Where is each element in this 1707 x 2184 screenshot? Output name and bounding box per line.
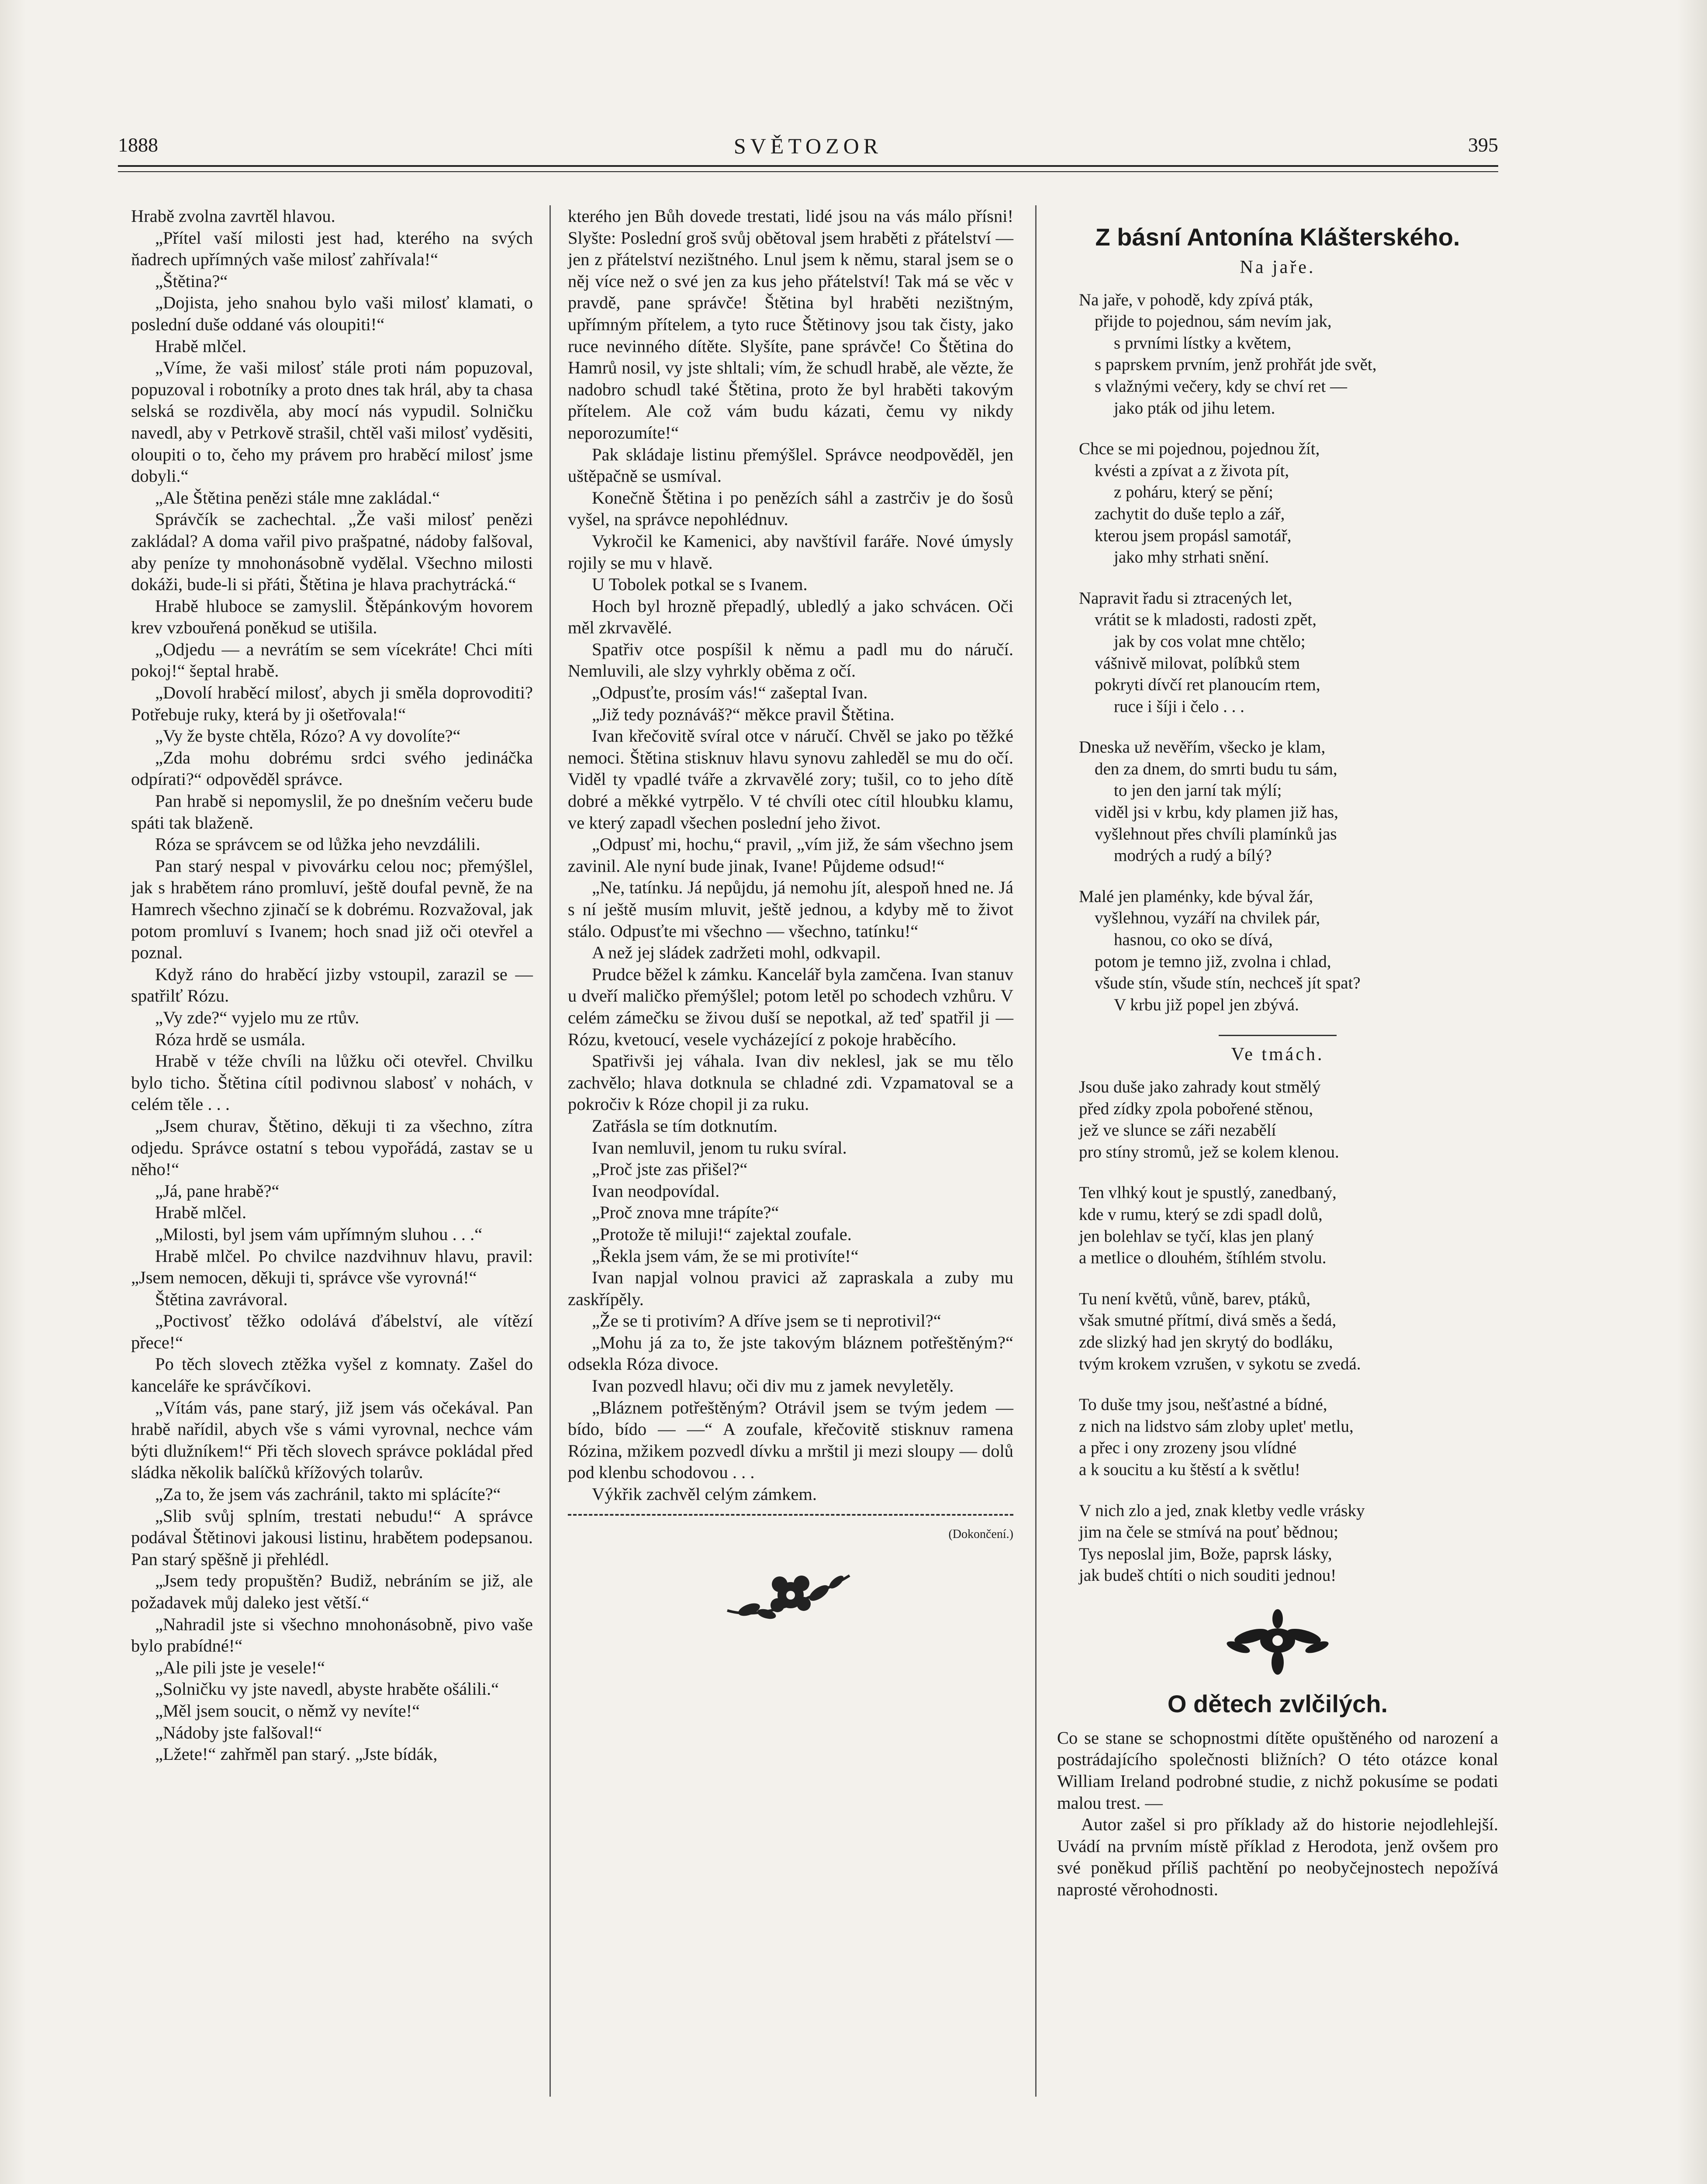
paragraph: Ivan křečovitě svíral otce v náručí. Chvěl se jako po těžké nemoci. Štětina stisknuv hlavu synovu zahleděl se mu do očí. Viděl ty vpadlé tváře a zkrvavělé zory; tušil, co to jeho dítě dobré a měkké vytrpělo. V té chvíli otec cítil hloubku klamu, ve který zapadl všechen poslední jeho život. (568, 726, 1013, 833)
stanza (1079, 587, 1498, 718)
poem-line: Na jaře, v pohodě, kdy zpívá pták, (1079, 290, 1313, 309)
poem-line: Chce se mi pojednou, pojednou žít, (1079, 439, 1320, 459)
header-rule-thin (118, 171, 1498, 172)
paragraph: Vykročil ke Kamenici, aby navštívil faráře. Nové úmysly rojily se mu v hlavě. (568, 531, 1013, 573)
paragraph: „Milosti, byl jsem vám upřímným sluhou . . .“ (155, 1224, 483, 1244)
header-year: 1888 (118, 134, 158, 156)
poem-line: potom je temno již, zvolna i chlad, (1095, 952, 1331, 971)
stanza (1079, 1076, 1498, 1163)
poem-line: před zídky zpola pobořené stěnou, (1079, 1099, 1313, 1118)
paragraph: Ivan napjal volnou pravici až zapraskala a zuby mu zaskřípěly. (568, 1268, 1013, 1309)
stanza (1079, 886, 1498, 1016)
poem-line: vyšlehnout přes chvíli plamínků jas (1095, 824, 1337, 843)
poem-line: z poháru, který se pění; (1114, 483, 1273, 502)
paragraph: „Lžete!“ zahřměl pan starý. „Jste bídák, (155, 1744, 438, 1764)
stanza (1079, 736, 1498, 867)
paragraph: Ivan nemluvil, jenom tu ruku svíral. (592, 1137, 847, 1158)
paragraph: Štětina zavrávoral. (155, 1289, 288, 1309)
paragraph: Pan starý nespal v pivovárku celou noc; přemýšlel, jak s hrabětem ráno promluví, ještě doufal pevně, že na Hamrech všechno zjinačí se k dobrému. Rozvažoval, jak potom promluví s Ivanem; hoch snad již oči otevřel a poznal. (131, 856, 533, 963)
paragraph: „Zda mohu dobrému srdci svého jedináčka odpírati?“ odpověděl správce. (131, 747, 533, 789)
poem-line: všude stín, všude stín, nechceš jít spat? (1095, 974, 1361, 993)
poem-line: vyšlehnou, vyzáří na chvilek pár, (1095, 909, 1320, 928)
poem-line: kde v rumu, který se zdi spadl dolů, (1079, 1205, 1323, 1224)
paragraph: „Nádoby jste falšoval!“ (155, 1722, 322, 1742)
paragraph: „Odpusťte, prosím vás!“ zašeptal Ivan. (592, 683, 868, 703)
paragraph: Spatřiv otce pospíšil k němu a padl mu do náručí. Nemluvili, ale slzy vyhrkly oběma z očí. (568, 639, 1013, 681)
paragraph: „Solničku vy jste navedl, abyste hraběte ošálili.“ (155, 1679, 499, 1699)
page-header (118, 133, 1498, 168)
paragraph: U Tobolek potkal se s Ivanem. (592, 574, 808, 594)
paragraph: „Vy zde?“ vyjelo mu ze rtův. (155, 1007, 359, 1027)
poem-line: vášnivě milovat, políbků stem (1095, 653, 1300, 673)
paragraph: Správčík se zachechtal. „Že vaši milosť penězi zakládal? A doma vařil pivo prašpatné, nádoby falšoval, aby peníze ty mnohonásobně vydělal. Všechno milosti dokáži, bude-li si přáti, Štětina je hlava prachytrácká.“ (131, 509, 533, 594)
poem-line: pro stíny stromů, jež se kolem klenou. (1079, 1142, 1339, 1161)
stanza (1079, 289, 1498, 419)
paragraph: „Řekla jsem vám, že se mi protivíte!“ (592, 1246, 859, 1266)
article-title: O dětech zvlčilých. (1167, 1690, 1388, 1717)
paragraph: „Měl jsem soucit, o němž vy nevíte!“ (155, 1700, 420, 1721)
poem-line: kvésti a zpívat a z života pít, (1095, 461, 1289, 480)
poem-line: jako pták od jihu letem. (1114, 398, 1275, 418)
poem-line: to jen den jarní tak mýlí; (1114, 781, 1282, 800)
poem-line: a přec i ony zrozeny jsou vlídné (1079, 1438, 1297, 1458)
paragraph: Ivan neodpovídal. (592, 1181, 720, 1201)
paragraph: „Poctivosť těžko odolává ďábelství, ale vítězí přece!“ (131, 1311, 533, 1352)
paragraph: „Dojista, jeho snahou bylo vaši milosť klamati, o poslední duše oddané vás oloupiti!“ (131, 293, 533, 334)
poem-line: jen bolehlav se tyčí, klas jen planý (1079, 1227, 1314, 1246)
poem-line: z nich na lidstvo sám zloby uplet' metlu, (1079, 1417, 1354, 1436)
story-continuation (568, 205, 1013, 1505)
paragraph: „Víme, že vaši milosť stále proti nám popuzoval, popuzoval i robotníky a proto dnes tak hrál, aby ta chasa selská se rozdivěla, aby mocí nás vypudil. Solničku navedl, aby v Petrkově strašil, chtěl vaši milosť vyděsiti, oloupiti o to, čeho my právem pro hraběcí milosť jsme dobyli.“ (131, 358, 533, 486)
poem-line: modrých a rudý a bílý? (1114, 846, 1272, 865)
text-column-3 (1057, 205, 1498, 1901)
paragraph: Hrabě mlčel. (155, 1203, 247, 1223)
paragraph: „Jsem churav, Štětino, děkuji ti za všechno, zítra odjedu. Správce ostatní s tebou vypořádá, zastav se u něho!“ (131, 1116, 533, 1179)
stanza (1079, 438, 1498, 568)
paragraph: Prudce běžel k zámku. Kancelář byla zamčena. Ivan stanuv u dveří maličko přemýšlel; potom letěl po schodech vzhůru. V celém zámečku se živou duší se nepotkal, až teď spatřil ji — Rózu, kvetoucí, vesele vycházející z pokoje hraběcího. (568, 964, 1013, 1049)
column-separator (549, 205, 551, 2097)
paragraph: „Štětina?“ (155, 271, 228, 291)
poem-line: V nich zlo a jed, znak kletby vedle vrásky (1079, 1501, 1365, 1520)
stanza (1079, 1288, 1498, 1375)
paragraph: Když ráno do hraběcí jizby vstoupil, zarazil se — spatřilť Rózu. (131, 964, 533, 1006)
paragraph: Konečně Štětina i po penězích sáhl a zastrčiv je do šosů vyšel, na správce nepohlédnuv. (568, 487, 1013, 529)
poem-title-ve-tmach: Ve tmách. (1231, 1044, 1324, 1065)
poem-line: Tys neposlal jim, Bože, paprsk lásky, (1079, 1544, 1332, 1563)
poem-line: přijde to pojednou, sám nevím jak, (1095, 312, 1332, 331)
paragraph: „Odjedu — a nevrátím se sem vícekráte! Chci míti pokoj!“ šeptal hrabě. (131, 639, 533, 681)
paragraph: „Vy že byste chtěla, Rózo? A vy dovolíte?“ (155, 726, 461, 746)
poem-line: a metlice o dlouhém, štíhlém stvolu. (1079, 1248, 1327, 1268)
divider (1219, 1035, 1337, 1036)
stanza (1079, 1182, 1498, 1268)
section-dashes (568, 1514, 1013, 1516)
paragraph: Výkřik zachvěl celým zámkem. (592, 1484, 817, 1504)
poem-line: jim na čele se stmívá na pouť bědnou; (1079, 1523, 1338, 1542)
stanza (1079, 1394, 1498, 1480)
header-page-number: 395 (1468, 134, 1498, 156)
paragraph: „Bláznem potřeštěným? Otrávil jsem se tvým jedem — bído, bído — —“ A zoufale, křečovitě stisknuv ramena Rózina, mžikem pozvedl dívku a mrštil ji mezi sloupy — dolů pod klenbu schodovou . . . (568, 1397, 1013, 1482)
paragraph: „Nahradil jste si všechno mnohonásobně, pivo vaše bylo prabídné!“ (131, 1614, 533, 1656)
paragraph: Po těch slovech ztěžka vyšel z komnaty. Zašel do kanceláře ke správčíkovi. (131, 1354, 533, 1396)
to-be-concluded: (Dokončení.) (948, 1527, 1013, 1541)
poem-line: s paprskem prvním, jenž prohřát jde svět, (1095, 355, 1377, 374)
poem-line: den za dnem, do smrti budu tu sám, (1095, 759, 1337, 778)
poem-line: kterou jsem propásl samotář, (1095, 526, 1292, 545)
poems-title: Z básní Antonína Klášterského. (1095, 223, 1460, 251)
column-separator (1035, 205, 1037, 2097)
poem-line: To duše tmy jsou, nešťastné a bídné, (1079, 1395, 1327, 1414)
poem-line: Ten vlhký kout je spustlý, zanedbaný, (1079, 1183, 1337, 1203)
paragraph: „Slib svůj splním, trestati nebudu!“ A správce podával Štětinovi jakousi listinu, hrabětem podepsanou. Pan starý spěšně ji přehlédl. (131, 1506, 533, 1569)
poem-line: však smutné přítmí, divá směs a šedá, (1079, 1311, 1337, 1330)
poem-title-na-jare: Na jaře. (1240, 257, 1316, 277)
poem-na-jare (1057, 289, 1498, 1016)
header-rule (118, 165, 1498, 167)
poem-line: Malé jen plaménky, kde býval žár, (1079, 887, 1313, 906)
poem-line: Tu není květů, vůně, barev, ptáků, (1079, 1289, 1311, 1308)
text-column-1 (131, 205, 533, 1765)
poem-line: Napravit řadu si ztracených let, (1079, 588, 1292, 608)
paragraph: Hrabě v téže chvíli na lůžku oči otevřel. Chvilku bylo ticho. Štětina cítil podivnou slabosť v nohách, v celém těle . . . (131, 1051, 533, 1114)
paragraph: „Přítel vaší milosti jest had, kterého na svých ňadrech upřímných vaše milosť zahřívala!“ (131, 228, 533, 270)
header-title: SVĚTOZOR (733, 134, 883, 158)
paragraph: Róza hrdě se usmála. (155, 1029, 306, 1049)
paragraph: Hrabě zvolna zavrtěl hlavou. (131, 206, 335, 226)
paragraph: „Že se ti protivím? A dříve jsem se ti neprotivil?“ (592, 1311, 941, 1331)
poem-line: pokryti dívčí ret planoucím rtem, (1095, 675, 1320, 695)
poem-line: jak by cos volat mne chtělo; (1114, 632, 1306, 651)
paragraph: Hrabě mlčel. Po chvilce nazdvihnuv hlavu, pravil: „Jsem nemocen, děkuji ti, správce vše vyrovná!“ (131, 1246, 533, 1288)
paragraph: „Ne, tatínku. Já nepůjdu, já nemohu jít, alespoň hned ne. Já s ní ještě musím mluvit, ještě jednou, a kdyby mě to život stálo. Odpusťte mi všechno — všechno, tatínku!“ (568, 878, 1013, 941)
paragraph: „Protože tě miluji!“ zajektal zoufale. (592, 1224, 852, 1244)
paragraph: kterého jen Bůh dovede trestati, lidé jsou na vás málo přísni! Slyšte: Poslední groš svůj obětoval jsem hraběti z přátelství — jen z přátelství nezištného. Lnul jsem k němu, staral jsem se o něj více než o své jen za kus jeho přátelství! Tak má se věc v pravdě, pane správče! Štětina byl hraběti nezištným, upřímným přítelem, a tyto ruce Štětinovy jsou tak čisty, jako ruce nevinného dítěte. Slyšíte, pane správče! Co Štětina do Hamrů nosil, vy jste shltali; vím, že schudl hrabě, ale vězte, že nadobro schudl také Štětina, proto že byl hraběti takovým přítelem. Ale což vám budu kázati, čemu vy nikdy neporozumíte!“ (568, 206, 1013, 442)
paragraph: Autor zašel si pro příklady až do historie nejodlehlejší. Uvádí na prvním místě příklad z Herodota, jenž ovšem pro své poněkud příliš pachtění po neobyčejnostech nepožívá naprosté věrohodnosti. (1057, 1814, 1498, 1900)
paragraph: „Proč jste zas přišel?“ (592, 1159, 748, 1179)
paragraph: Pak skládaje listinu přemýšlel. Správce neodpověděl, jen uštěpačně se usmíval. (568, 444, 1013, 486)
poem-line: jako mhy strhati snění. (1114, 548, 1269, 567)
poem-ve-tmach (1057, 1076, 1498, 1586)
paragraph: „Já, pane hrabě?“ (155, 1181, 280, 1201)
poem-line: tvým krokem vzrušen, v sykotu se zvedá. (1079, 1354, 1361, 1373)
paragraph: „Proč znova mne trápíte?“ (592, 1203, 779, 1223)
paragraph: Ivan pozvedl hlavu; oči div mu z jamek nevyletěly. (592, 1376, 954, 1396)
paragraph: „Ale pili jste je vesele!“ (155, 1657, 325, 1677)
paragraph: „Již tedy poznáváš?“ měkce pravil Štětina. (592, 704, 895, 724)
poem-line: viděl jsi v krbu, kdy plamen již has, (1095, 803, 1338, 822)
floral-ornament-icon (1212, 1606, 1343, 1680)
paragraph: „Za to, že jsem vás zachránil, takto mi splácíte?“ (155, 1484, 501, 1504)
poem-line: V krbu již popel jen zbývá. (1114, 995, 1299, 1014)
poem-line: s vlažnými večery, kdy se chví ret — (1095, 377, 1347, 396)
floral-ornament-icon (719, 1558, 863, 1628)
paragraph: Róza se správcem se od lůžka jeho nevzdálili. (155, 834, 480, 854)
text-column-2 (568, 205, 1013, 1628)
paragraph: Co se stane se schopnostmi dítěte opuštěného od narození a postrádajícího společnosti bližních? O této otázce konal William Ireland podrobné studie, z nichž pokusíme se podati malou trest. — (1057, 1728, 1498, 1813)
poem-line: Jsou duše jako zahrady kout stmělý (1079, 1078, 1321, 1096)
paragraph: A než jej sládek zadržeti mohl, odkvapil. (592, 943, 881, 963)
poem-line: hasnou, co oko se dívá, (1114, 930, 1273, 950)
paragraph: Zatřásla se tím dotknutím. (592, 1116, 778, 1136)
paragraph: Hrabě mlčel. (155, 336, 247, 356)
poem-line: s prvními lístky a květem, (1114, 333, 1292, 352)
paragraph: Pan hrabě si nepomyslil, že po dnešním večeru bude spáti tak blaženě. (131, 791, 533, 833)
poem-line: vrátit se k mladosti, radosti zpět, (1095, 610, 1317, 629)
paragraph: „Dovolí hraběcí milosť, abych ji směla doprovoditi? Potřebuje ruky, která by ji ošetřovala!“ (131, 683, 533, 724)
poem-line: zde slizký had jen skrytý do bodláku, (1079, 1332, 1333, 1351)
paragraph: Hoch byl hrozně přepadlý, ubledlý a jako schvácen. Oči měl zkrvavělé. (568, 596, 1013, 638)
paragraph: „Vítám vás, pane starý, již jsem vás očekával. Pan hrabě nařídil, abych vše s vámi vyrovnal, nechce vám býti dlužníkem!“ Při těch slovech správce pokládal před sládka několik balíčků křížových tolarův. (131, 1397, 533, 1482)
poem-line: Dneska už nevěřím, všecko je klam, (1079, 738, 1326, 757)
poem-line: jak budeš chtíti o nich souditi jednou! (1079, 1566, 1337, 1585)
paragraph: „Jsem tedy propuštěn? Budiž, nebráním se již, ale požadavek můj daleko jest větší.“ (131, 1571, 533, 1612)
poem-line: a k soucitu a ku štěstí a k světlu! (1079, 1460, 1300, 1479)
poem-line: zachytit do duše teplo a zář, (1095, 504, 1285, 523)
article-body (1057, 1727, 1498, 1901)
paragraph: Hrabě hluboce se zamyslil. Štěpánkovým hovorem krev vzbouřená poněkud se utišila. (131, 596, 533, 638)
paragraph: „Mohu já za to, že jste takovým bláznem potřeštěným?“ odsekla Róza divoce. (568, 1332, 1013, 1374)
paragraph: Spatřivši jej váhala. Ivan div neklesl, jak se mu tělo zachvělo; hlava dotknula se chladné zdi. Vzpamatoval se a pokročiv k Róze chopil ji za ruku. (568, 1051, 1013, 1114)
paragraph: „Odpusť mi, hochu,“ pravil, „vím již, že sám všechno jsem zavinil. Ale nyní bude jinak, Ivane! Půjdeme odsud!“ (568, 834, 1013, 876)
poem-line: jež ve slunce se záři nezabělí (1079, 1121, 1276, 1140)
paragraph: „Ale Štětina penězi stále mne zakládal.“ (155, 487, 440, 508)
stanza (1079, 1500, 1498, 1586)
poem-line: ruce i šíji i čelo . . . (1114, 697, 1244, 716)
